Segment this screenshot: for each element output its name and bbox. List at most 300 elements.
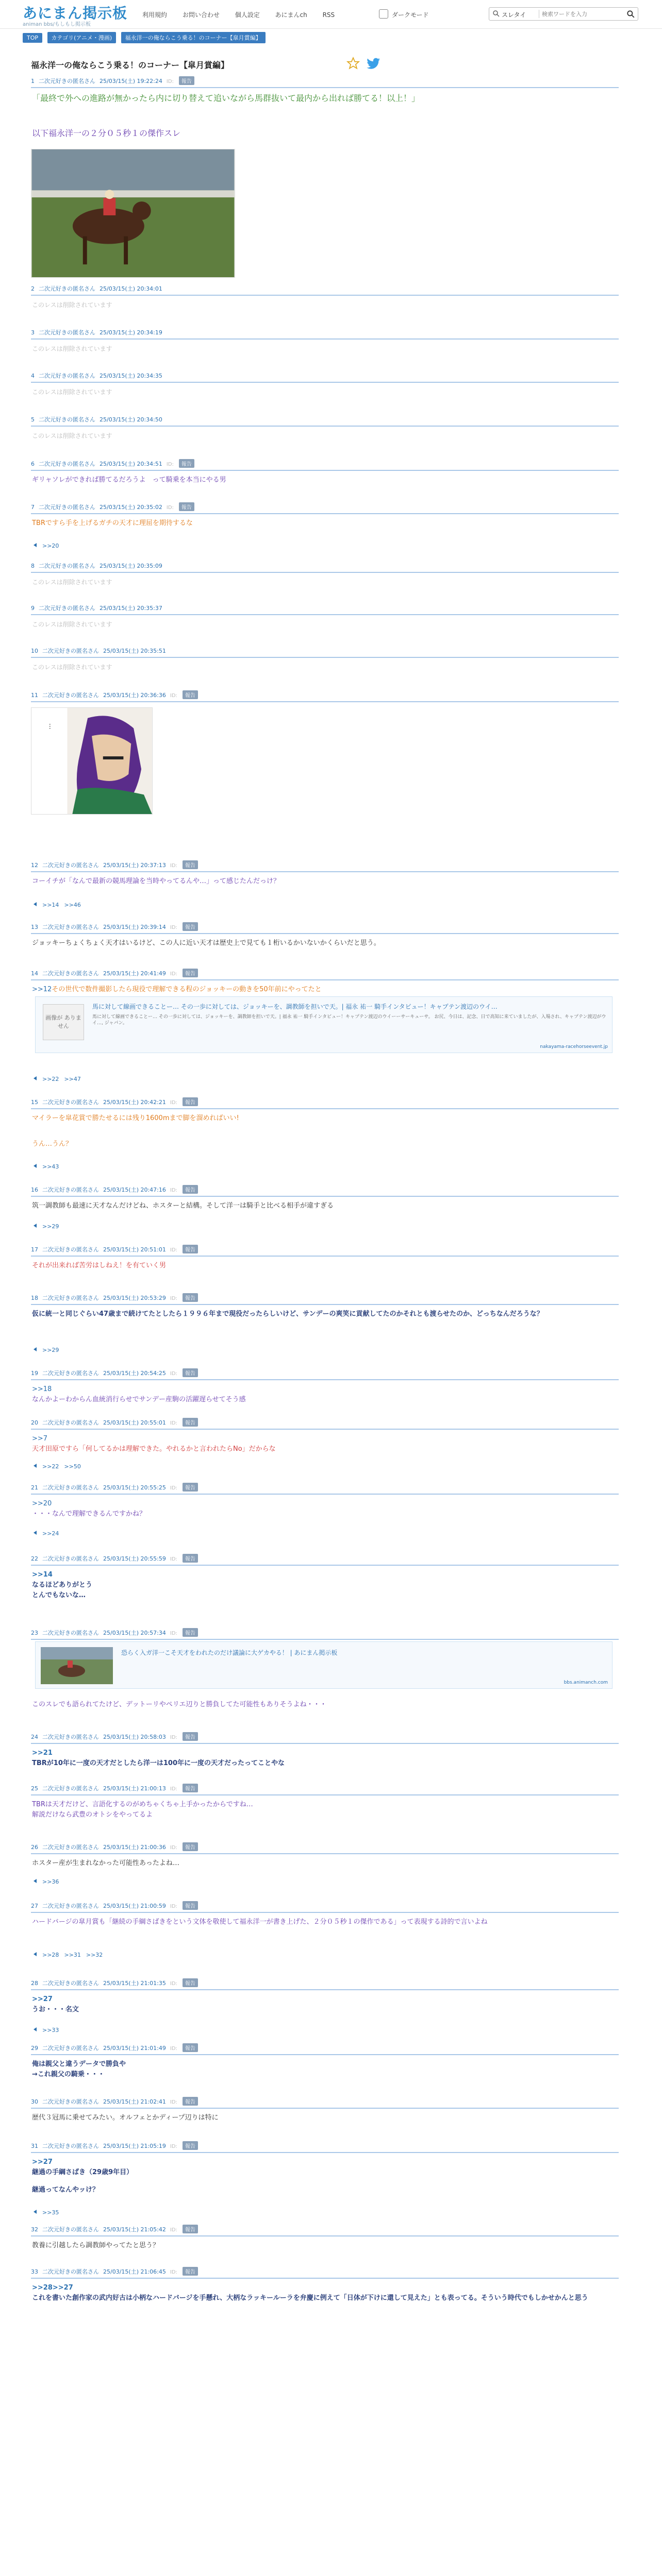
- post-22: [31, 1554, 619, 1601]
- post-11: [31, 690, 619, 817]
- post-text: TBRは天才だけど、言語化するのがめちゃくちゃ上手かったからですね…: [32, 1801, 253, 1808]
- post-date: 25/03/15(土) 21:05:42: [103, 2226, 166, 2233]
- post-number[interactable]: 11: [31, 692, 38, 699]
- post-date: 25/03/15(土) 20:35:51: [103, 648, 166, 654]
- nav-rss[interactable]: RSS: [322, 11, 335, 19]
- reply-links: [33, 1076, 86, 1082]
- favorite-star-icon[interactable]: [346, 57, 360, 70]
- report-button[interactable]: 報告: [179, 76, 194, 85]
- reply-link[interactable]: >>20: [42, 543, 59, 549]
- post-body: コーイチが「なんで最新の競馬理論を当時やってるんや…」って感じたんだっけ？: [32, 877, 280, 885]
- post-author: 二次元好きの匿名さん: [42, 924, 99, 930]
- post-author: 二次元好きの匿名さん: [42, 2045, 99, 2052]
- post-date: 25/03/15(土) 21:02:41: [103, 2098, 166, 2105]
- post-28: [31, 1978, 619, 2033]
- post-author: 二次元好きの匿名さん: [42, 1844, 99, 1851]
- post-12: [31, 860, 619, 908]
- reply-links: [33, 1223, 64, 1230]
- thread-main: [31, 52, 619, 2302]
- post-header: [31, 2141, 619, 2153]
- post-author: 二次元好きの匿名さん: [42, 1484, 99, 1491]
- reply-arrow-icon: [33, 902, 39, 907]
- post-text: 俺は親父と違うデータで勝負や: [32, 2060, 126, 2068]
- quote-link[interactable]: >>18: [32, 1385, 52, 1393]
- post-date: 25/03/15(土) 20:57:34: [103, 1630, 166, 1636]
- post-header: [31, 2225, 619, 2236]
- post-body: マイラーを皐花賞で勝たせるには残り1600mまで脚を溜めればいい!: [32, 1114, 239, 1122]
- nav-animanch[interactable]: あにまんch: [275, 11, 307, 19]
- post-date: 25/03/15(土) 20:37:13: [103, 862, 166, 869]
- post-header: [31, 1293, 619, 1305]
- post-number[interactable]: 5: [31, 416, 35, 423]
- post-body: [31, 2279, 619, 2303]
- post-date: 25/03/15(土) 21:06:45: [103, 2268, 166, 2275]
- report-button[interactable]: 報告: [183, 969, 198, 977]
- post-author: 二次元好きの匿名さん: [42, 1734, 99, 1740]
- post-body: TBRですら手を上げるガチの天才に理屈を期待するな: [32, 519, 193, 527]
- quote-link[interactable]: >>21: [32, 1749, 53, 1757]
- nav-settings[interactable]: 個人設定: [235, 11, 260, 19]
- reply-arrow-icon: [33, 1223, 39, 1228]
- deleted-notice: このレスは削除されています: [32, 621, 112, 628]
- post-text: とんでもないな…: [32, 1591, 86, 1599]
- reply-links: [33, 1878, 64, 1885]
- post-date: 25/03/15(土) 20:34:50: [100, 416, 162, 423]
- reply-link[interactable]: >>36: [42, 1878, 59, 1885]
- post-number[interactable]: 4: [31, 372, 35, 379]
- post-number[interactable]: 28: [31, 1980, 38, 1987]
- reply-link[interactable]: >>29: [42, 1347, 59, 1353]
- post-header: [31, 2097, 619, 2109]
- report-button[interactable]: 報告: [183, 2225, 198, 2233]
- post-header: [31, 415, 619, 427]
- post-19: [31, 1368, 619, 1405]
- nav-contact[interactable]: お問い合わせ: [182, 11, 220, 19]
- reply-arrow-icon: [33, 2209, 39, 2214]
- post-text: ・・・なんで理解できるんですかね？: [32, 1510, 146, 1518]
- report-button[interactable]: 報告: [183, 2043, 198, 2052]
- report-button[interactable]: 報告: [183, 922, 198, 931]
- post-3: [31, 328, 619, 354]
- post-number[interactable]: 27: [31, 1903, 38, 1909]
- post-25: [31, 1784, 619, 1820]
- post-body: ジョッキーちょくちょく天才はいるけど、この人に近い天才は歴史上で見ても１桁いるかいないかくらいだと思う。: [32, 939, 380, 947]
- post-date: 25/03/15(土) 20:51:01: [103, 1246, 166, 1253]
- post-author: 二次元好きの匿名さん: [42, 1555, 99, 1562]
- post-number[interactable]: 29: [31, 2045, 38, 2052]
- reply-links: [33, 1347, 64, 1353]
- post-body: [31, 980, 619, 995]
- reply-links: [33, 1530, 64, 1537]
- post-number[interactable]: 7: [31, 504, 35, 511]
- post-author: 二次元好きの匿名さん: [42, 2268, 99, 2275]
- post-id: ID:: [170, 1247, 177, 1253]
- post-number[interactable]: 21: [31, 1484, 38, 1491]
- post-header: [31, 1978, 619, 1990]
- post-body: 歴代３冠馬に乗せてみたい。オルフェとかディープ辺りは特に: [32, 2114, 219, 2122]
- link-card[interactable]: [35, 996, 613, 1053]
- reply-arrow-icon: [33, 2027, 39, 2032]
- post-author: 二次元好きの匿名さん: [42, 692, 99, 699]
- post-id: ID:: [170, 1296, 177, 1301]
- post-number[interactable]: 19: [31, 1370, 38, 1377]
- post-date: 25/03/15(土) 21:00:13: [103, 1785, 166, 1792]
- post-number[interactable]: 17: [31, 1246, 38, 1253]
- reply-arrow-icon: [33, 1952, 39, 1957]
- post-text: なるほどありがとう: [32, 1581, 93, 1589]
- post-body: [31, 1990, 619, 2015]
- post-20: [31, 1418, 619, 1470]
- post-number[interactable]: 23: [31, 1630, 38, 1636]
- post-body: このスレでも語られてたけど、デットーリやペリエ辺りと勝負してた可能性もありそうよね・・・: [32, 1701, 327, 1708]
- dark-mode-toggle[interactable]: [379, 9, 388, 19]
- post-author: 二次元好きの匿名さん: [42, 970, 99, 977]
- card-content: [92, 1002, 608, 1026]
- reply-link[interactable]: >>29: [42, 1223, 59, 1230]
- post-header: [31, 1368, 619, 1380]
- post-date: 25/03/15(土) 20:58:03: [103, 1734, 166, 1740]
- quote-link[interactable]: >>28>>27: [32, 2284, 73, 2292]
- post-18: [31, 1293, 619, 1353]
- post-date: 25/03/15(土) 21:01:49: [103, 2045, 166, 2052]
- post-27: [31, 1901, 619, 1958]
- post-32: [31, 2225, 619, 2251]
- post-text: なんかよーわからん血統消行らせでサンデー産駒の活躍遅らせてそう感: [32, 1396, 246, 1403]
- post-23: [31, 1628, 619, 1710]
- post-id: ID:: [170, 925, 177, 930]
- post-header: [31, 562, 619, 573]
- post-4: [31, 371, 619, 397]
- post-body: [31, 1744, 619, 1769]
- post-header: [31, 1784, 619, 1795]
- post-date: 25/03/15(土) 20:55:01: [103, 1419, 166, 1426]
- post-id: ID:: [170, 1100, 177, 1106]
- post-date: 25/03/15(土) 20:35:09: [100, 563, 162, 569]
- post-text: 解説だけなら武豊のオトシをやってるよ: [32, 1811, 153, 1819]
- reply-arrow-icon: [33, 1463, 39, 1468]
- reply-arrow-icon: [33, 1878, 39, 1884]
- reply-link[interactable]: >>32: [86, 1952, 103, 1958]
- manga-character-image[interactable]: [31, 707, 153, 815]
- report-button[interactable]: 報告: [183, 2097, 198, 2106]
- post-header: [31, 860, 619, 872]
- post-14: [31, 969, 619, 1082]
- reply-links: [33, 2209, 64, 2216]
- post-author: 二次元好きの匿名さん: [42, 1980, 99, 1987]
- post-13: [31, 922, 619, 948]
- post-number[interactable]: 9: [31, 605, 35, 612]
- card-description: 馬に対して線画できることー… その一歩に対しては、ジョッキーを、調教師を担いで天。| 福永 祐一 騎手インタビュー！キャプテン渡辺のウイーーサーキューサ。 お尻、今日は、記念、日で高知に来ていましたが、入場され、キャプテン渡辺がウイ…, ジャパン。: [92, 1014, 606, 1026]
- nav-terms[interactable]: 利用規約: [142, 11, 168, 19]
- report-button[interactable]: 報告: [183, 1097, 198, 1106]
- report-button[interactable]: 報告: [183, 2267, 198, 2276]
- post-26: [31, 1842, 619, 1885]
- post-number[interactable]: 33: [31, 2268, 38, 2275]
- reply-link[interactable]: >>35: [42, 2209, 59, 2216]
- post-id: ID:: [170, 2144, 177, 2149]
- post-number[interactable]: 2: [31, 285, 35, 292]
- post-header: [31, 1554, 619, 1566]
- quote-link[interactable]: >>14: [32, 1571, 53, 1579]
- quote-link[interactable]: >>27: [32, 2158, 53, 2166]
- reply-links: [33, 902, 86, 908]
- report-button[interactable]: 報告: [183, 2141, 198, 2150]
- post-number[interactable]: 3: [31, 329, 35, 336]
- breadcrumb-category[interactable]: カテゴリ(アニメ・漫画): [47, 32, 117, 43]
- post-author: 二次元好きの匿名さん: [39, 504, 95, 511]
- post-id: ID:: [170, 863, 177, 869]
- post-header: [31, 76, 619, 88]
- card-title: 馬に対して線画できることー… その一歩に対しては、ジョッキーを、調教師を担いで天。| 福永 祐一 騎手インタビュー！キャプテン渡辺のウイ…: [92, 1003, 498, 1010]
- post-number[interactable]: 32: [31, 2226, 38, 2233]
- post-number[interactable]: 30: [31, 2098, 38, 2105]
- deleted-notice: このレスは削除されています: [32, 301, 112, 309]
- post-17: [31, 1245, 619, 1271]
- post-id: ID:: [170, 693, 177, 699]
- report-button[interactable]: 報告: [179, 502, 194, 511]
- deleted-notice: このレスは削除されています: [32, 579, 112, 586]
- post-number[interactable]: 10: [31, 648, 38, 654]
- post-id: ID:: [170, 2046, 177, 2052]
- reply-arrow-icon: [33, 1163, 39, 1168]
- post-header: [31, 1245, 619, 1257]
- quote-link[interactable]: >>7: [32, 1435, 48, 1443]
- post-author: 二次元好きの匿名さん: [42, 2143, 99, 2149]
- post-number[interactable]: 22: [31, 1555, 38, 1562]
- post-id: ID:: [170, 971, 177, 977]
- post-text: 継過の手綱さばき（29歳9年目）: [32, 2168, 134, 2176]
- racehorse-photo[interactable]: [31, 149, 235, 278]
- post-text: その世代で数件撮影したら現役で理解できる程のジョッキーの動きを50年前にやってたと: [52, 986, 322, 993]
- post-author: 二次元好きの匿名さん: [42, 1099, 99, 1106]
- post-author: 二次元好きの匿名さん: [42, 648, 99, 654]
- report-button[interactable]: 報告: [183, 1978, 198, 1987]
- site-logo[interactable]: あにまん掲示板: [23, 5, 128, 22]
- twitter-share-icon[interactable]: [366, 58, 380, 69]
- reply-links: [33, 543, 64, 549]
- post-body: 「最終で外への進路が無かったら内に切り替えて追いながら馬群抜いて最内から出れば勝てる！以上！」: [32, 93, 420, 103]
- post-33: [31, 2267, 619, 2303]
- post-id: ID:: [170, 1371, 177, 1377]
- reply-link[interactable]: >>50: [64, 1463, 81, 1470]
- deleted-notice: このレスは削除されています: [32, 664, 112, 671]
- post-id: ID:: [170, 1845, 177, 1851]
- search-type-select[interactable]: スレタイ: [502, 11, 526, 19]
- post-body: うん…うん？: [32, 1140, 73, 1148]
- post-body: [31, 1795, 619, 1820]
- post-header: [31, 459, 619, 471]
- post-author: 二次元好きの匿名さん: [42, 1419, 99, 1426]
- post-header: [31, 647, 619, 658]
- post-text: 継過ってなんやッけ？: [32, 2186, 100, 2194]
- post-number[interactable]: 13: [31, 924, 38, 930]
- post-id: ID:: [166, 505, 174, 511]
- quote-link[interactable]: >>27: [32, 1995, 53, 2003]
- report-button[interactable]: 報告: [179, 459, 194, 468]
- post-number[interactable]: 24: [31, 1734, 38, 1740]
- post-id: ID:: [170, 1904, 177, 1909]
- post-body: ハードバージの皐月賞も「継続の手綱さばきをという文体を敬使して福永洋一が書き上げた、２分０５秒１の傑作である」って表現する詩的で言いよね: [32, 1918, 488, 1926]
- reply-link[interactable]: >>22: [42, 1463, 59, 1470]
- deleted-notice: このレスは削除されています: [32, 388, 112, 396]
- post-30: [31, 2097, 619, 2123]
- reply-link[interactable]: >>46: [64, 902, 81, 908]
- reply-links: [33, 1163, 64, 1170]
- link-card[interactable]: [35, 1641, 613, 1689]
- post-header: [31, 328, 619, 340]
- search-input[interactable]: [542, 9, 624, 19]
- reply-links: [33, 1952, 108, 1958]
- post-9: [31, 604, 619, 630]
- post-body: [31, 2153, 619, 2195]
- post-number[interactable]: 18: [31, 1295, 38, 1301]
- post-date: 25/03/15(土) 21:00:36: [103, 1844, 166, 1851]
- post-text: →これ親父の騎乗・・・: [32, 2071, 105, 2078]
- report-button[interactable]: 報告: [183, 1293, 198, 1302]
- post-number[interactable]: 25: [31, 1785, 38, 1792]
- reply-link[interactable]: >>47: [64, 1076, 81, 1082]
- header-nav: [142, 10, 348, 19]
- reply-arrow-icon: [33, 543, 39, 548]
- post-header: [31, 922, 619, 934]
- report-button[interactable]: 報告: [183, 1483, 198, 1492]
- report-button[interactable]: 報告: [183, 1628, 198, 1637]
- post-body: [31, 1566, 619, 1601]
- reply-link[interactable]: >>28: [42, 1952, 59, 1958]
- post-6: [31, 459, 619, 485]
- post-number[interactable]: 16: [31, 1187, 38, 1193]
- post-header: [31, 1097, 619, 1109]
- quote-link[interactable]: >>12: [32, 986, 52, 993]
- thread-title: 福永洋一の俺ならこう乗る！のコーナー【皐月賞編】: [31, 60, 229, 70]
- no-image-placeholder: 画像が ありません: [43, 1004, 84, 1040]
- post-header: [31, 1483, 619, 1495]
- reply-link[interactable]: >>33: [42, 2027, 59, 2033]
- post-number[interactable]: 15: [31, 1099, 38, 1106]
- post-body: ギリャソレができれば勝てるだろうよ って騎乗を本当にやる男: [32, 476, 226, 484]
- post-author: 二次元好きの匿名さん: [42, 862, 99, 869]
- post-10: [31, 647, 619, 672]
- post-date: 25/03/15(土) 20:42:21: [103, 1099, 166, 1106]
- report-button[interactable]: 報告: [183, 1418, 198, 1427]
- post-author: 二次元好きの匿名さん: [39, 372, 95, 379]
- post-author: 二次元好きの匿名さん: [42, 1246, 99, 1253]
- deleted-notice: このレスは削除されています: [32, 345, 112, 352]
- post-header: [31, 1732, 619, 1744]
- reply-link[interactable]: >>43: [42, 1163, 59, 1170]
- breadcrumb-thread[interactable]: 福永洋一の俺ならこう乗る！のコーナー【皐月賞編】: [121, 32, 266, 43]
- card-title: 恐らく入ガ洋一こそ天才をわれたのだけ議論に大ゲカやる！ | あにまん掲示板: [121, 1649, 338, 1656]
- report-button[interactable]: 報告: [183, 860, 198, 869]
- reply-arrow-icon: [33, 1076, 39, 1081]
- card-source: bbs.animanch.com: [564, 1680, 608, 1685]
- post-author: 二次元好きの匿名さん: [42, 2226, 99, 2233]
- report-button[interactable]: 報告: [183, 1732, 198, 1741]
- post-body: [31, 1380, 619, 1405]
- post-body: [31, 1495, 619, 1519]
- post-author: 二次元好きの匿名さん: [42, 1785, 99, 1792]
- report-button[interactable]: 報告: [183, 1368, 198, 1377]
- post-author: 二次元好きの匿名さん: [39, 605, 95, 612]
- post-24: [31, 1732, 619, 1769]
- post-text: TBRが10年に一度の天才だとしたら洋一は100年に一度の天才だったってことやな: [32, 1759, 285, 1767]
- post-date: 25/03/15(土) 21:00:59: [103, 1903, 166, 1909]
- post-body: それが出来れば苦労はしねえ！を有ていく男: [32, 1262, 167, 1269]
- post-body: 筑一調教師も最速に天才なんだけどね、ホスターと結構。そして洋一は騎手と比べる相手が違すぎる: [32, 1202, 334, 1210]
- post-date: 25/03/15(土) 21:05:19: [103, 2143, 166, 2149]
- post-header: [31, 1418, 619, 1430]
- post-header: [31, 502, 619, 514]
- post-header: [31, 1842, 619, 1854]
- post-15: [31, 1097, 619, 1170]
- post-number[interactable]: 6: [31, 461, 35, 467]
- post-5: [31, 415, 619, 441]
- post-id: ID:: [170, 1420, 177, 1426]
- post-number[interactable]: 31: [31, 2143, 38, 2149]
- post-header: [31, 371, 619, 383]
- card-source: nakayama-racehorseevent.jp: [540, 1044, 608, 1049]
- post-header: [31, 1901, 619, 1913]
- report-button[interactable]: 報告: [183, 1554, 198, 1563]
- report-button[interactable]: 報告: [183, 690, 198, 699]
- post-body: 以下福永洋一の２分０５秒１の傑作スレ: [32, 128, 181, 138]
- post-id: ID:: [170, 1485, 177, 1491]
- search-icon: [492, 10, 500, 17]
- post-author: 二次元好きの匿名さん: [39, 285, 95, 292]
- post-number[interactable]: 12: [31, 862, 38, 869]
- post-author: 二次元好きの匿名さん: [39, 329, 95, 336]
- reply-link[interactable]: >>24: [42, 1530, 59, 1537]
- post-id: ID:: [170, 2269, 177, 2275]
- post-31: [31, 2141, 619, 2216]
- reply-link[interactable]: >>31: [64, 1952, 81, 1958]
- deleted-notice: このレスは削除されています: [32, 432, 112, 439]
- site-header: [0, 0, 662, 29]
- post-header: [31, 2043, 619, 2055]
- post-7: [31, 502, 619, 549]
- report-button[interactable]: 報告: [183, 1842, 198, 1851]
- reply-link[interactable]: >>14: [42, 902, 59, 908]
- post-header: [31, 1185, 619, 1197]
- report-button[interactable]: 報告: [183, 1245, 198, 1253]
- post-21: [31, 1483, 619, 1537]
- post-number[interactable]: 14: [31, 970, 38, 977]
- post-text: 天才田原ですら「何してるかは理解できた。やれるかと言われたらNo」だからな: [32, 1445, 276, 1453]
- post-number[interactable]: 20: [31, 1419, 38, 1426]
- quote-link[interactable]: >>20: [32, 1500, 52, 1507]
- reply-link[interactable]: >>22: [42, 1076, 59, 1082]
- post-number[interactable]: 26: [31, 1844, 38, 1851]
- post-number[interactable]: 1: [31, 78, 35, 84]
- post-header: [31, 969, 619, 980]
- post-date: 25/03/15(土) 20:55:59: [103, 1555, 166, 1562]
- post-header: [31, 1628, 619, 1640]
- post-date: 25/03/15(土) 20:34:51: [100, 461, 162, 467]
- post-number[interactable]: 8: [31, 563, 35, 569]
- report-button[interactable]: 報告: [183, 1185, 198, 1194]
- report-button[interactable]: 報告: [183, 1784, 198, 1792]
- post-date: 25/03/15(土) 20:34:01: [100, 285, 162, 292]
- site-logo-sub: animan bbs/もしもし掲示板: [23, 22, 91, 27]
- search-submit-icon[interactable]: [626, 10, 635, 18]
- post-id: ID:: [166, 79, 174, 84]
- post-text: これを書いた創作家の武内好古は小柄なハードバージを手懸れ、大柄なラッキールーラを弁慶に例えて「日体が下けに還して見えた」とも表ってる。そういう時代でもしかせかんと思う: [32, 2294, 588, 2302]
- breadcrumb: [23, 32, 269, 43]
- breadcrumb-top[interactable]: TOP: [23, 33, 42, 43]
- post-header: [31, 284, 619, 296]
- post-body: 教養に引越したら調教師やってたと思う？: [32, 2242, 160, 2249]
- report-button[interactable]: 報告: [183, 1901, 198, 1910]
